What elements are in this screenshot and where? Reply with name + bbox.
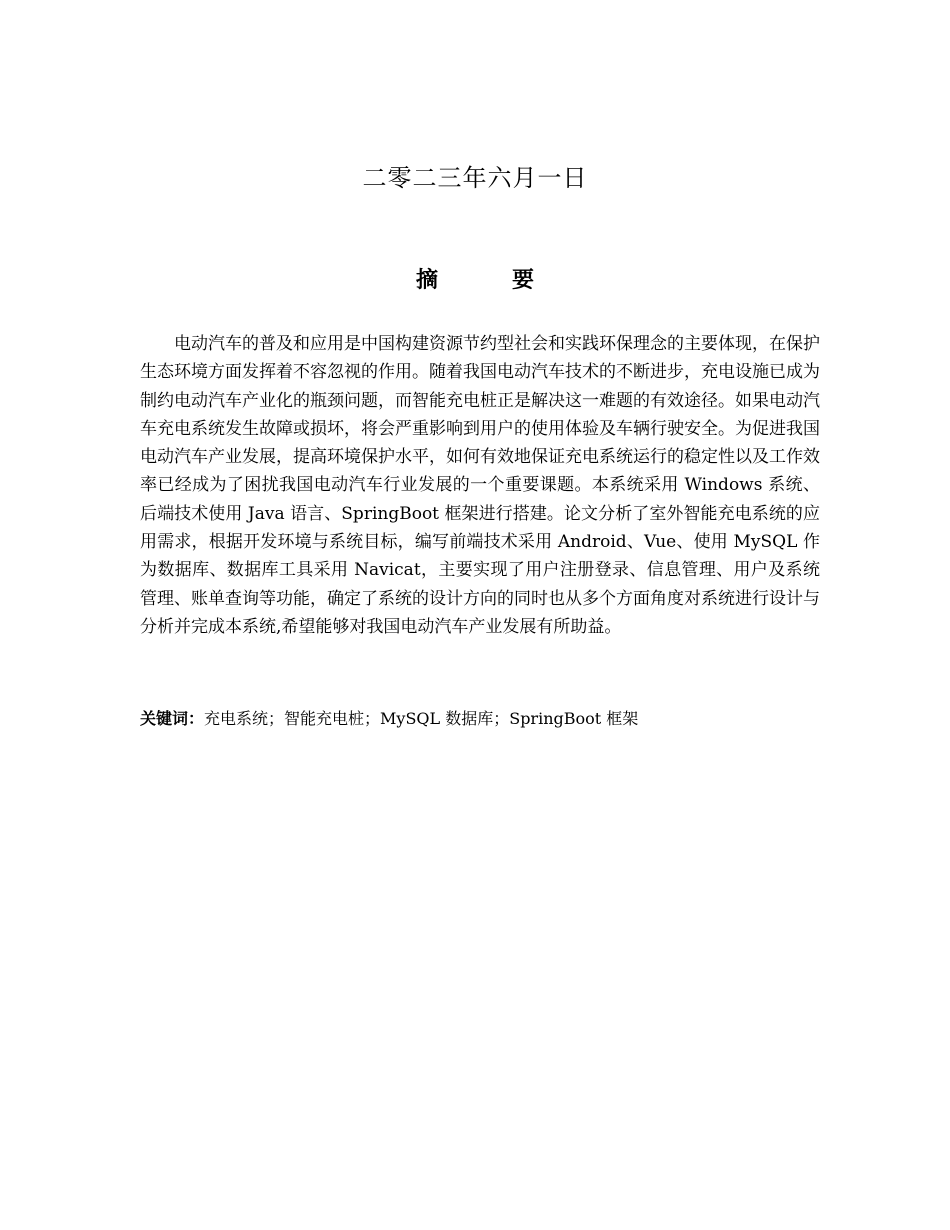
keywords-list: 充电系统；智能充电桩；MySQL 数据库；SpringBoot 框架 <box>204 709 639 728</box>
abstract-body: 电动汽车的普及和应用是中国构建资源节约型社会和实践环保理念的主要体现，在保护生态环境方面发挥着不容忽视的作用。随着我国电动汽车技术的不断进步，充电设施已成为制约电动汽车产业化的瓶颈问题，而智能充电桩正是解决这一难题的有效途径。如果电动汽车充电系统发生故障或损坏，将会严重影响到用户的使用体验及车辆行驶安全。为促进我国电动汽车产业发展，提高环境保护水平，如何有效地保证充电系统运行的稳定性以及工作效率已经成为了困扰我国电动汽车行业发展的一个重要课题。本系统采用 Windows 系统、后端技术使用 Java 语言、SpringBoot 框架进行搭建。论文分析了室外智能充电系统的应用需求，根据开发环境与系统目标，编写前端技术采用 Android、Vue、使用 MySQL 作为数据库、数据库工具采用 Navicat，主要实现了用户注册登录、信息管理、用户及系统管理、账单查询等功能，确定了系统的设计方向的同时也从多个方面角度对系统进行设计与分析并完成本系统,希望能够对我国电动汽车产业发展有所助益。 <box>140 334 820 637</box>
keywords-line <box>140 706 820 732</box>
abstract-heading: 摘 要 <box>415 268 560 293</box>
keywords-label: 关键词： <box>140 709 205 728</box>
cover-date: 二零二三年六月一日 <box>362 164 588 192</box>
